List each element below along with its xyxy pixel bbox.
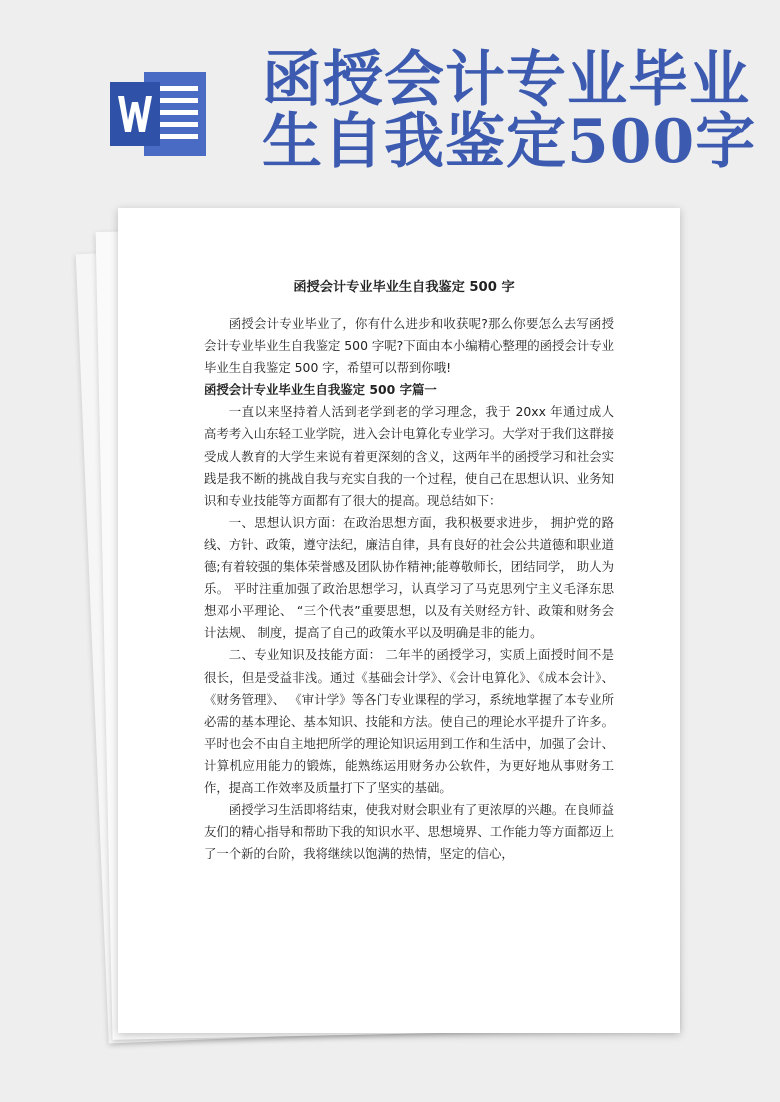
document-title: 函授会计专业毕业生自我鉴定 500 字: [293, 280, 515, 295]
body-paragraph: 一、思想认识方面：在政治思想方面，我积极要求进步， 拥护党的路线、方针、政策，遵守法纪，廉洁自律，具有良好的社会公共道德和职业道德;有着较强的集体荣誉感及团队协作精神;能尊敬师长，团结同学， 助人为乐。 平时注重加强了政治思想学习，认真学习了马克思列宁主义毛泽东思想邓小平理论、 “三个代表”重要思想，以及有关财经方针、政策和财务会计法规、 制度，提高了自己的政策水平以及明确是非的能力。: [204, 514, 614, 641]
body-paragraph: 二、专业知识及技能方面： 二年半的函授学习，实质上面授时间不是很长，但是受益非浅。通过《基础会计学》、《会计电算化》、《成本会计》、 《财务管理》、 《审计学》等各门专业课程的学习，系统地掌握了本专业所必需的基本理论、基本知识、技能和方法。使自己的理论水平提升了许多。 平时也会不由自主地把所学的理论知识运用到工作和生活中，加强了会计、计算机应用能力的锻炼，能熟练运用财务办公软件，为更好地从事财务工作，提高工作效率及质量打下了坚实的基础。: [204, 647, 614, 795]
banner-title-line-2: 生自我鉴定500字: [262, 107, 757, 177]
section-subtitle: 函授会计专业毕业生自我鉴定 500 字篇一: [204, 382, 437, 398]
document-body: [204, 313, 614, 865]
banner-title-line-1: 函授会计专业毕业: [262, 45, 750, 115]
body-paragraph: 一直以来坚持着人活到老学到老的学习理念，我于 20xx 年通过成人高考考入山东轻工业学院，进入会计电算化专业学习。大学对于我们这群接受成人教育的大学生来说有着更深刻的含义，这两年半的函授学习和社会实践是我不断的挑战自我与充实自我的一个过程，使自己在思想认识、业务知识和专业技能等方面都有了很大的提高。现总结如下：: [204, 404, 614, 508]
word-document-icon: [110, 68, 210, 160]
body-paragraph: 函授学习生活即将结束，使我对财会职业有了更浓厚的兴趣。在良师益友们的精心指导和帮助下我的知识水平、思想境界、工作能力等方面都迈上了一个新的台阶，我将继续以饱满的热情，坚定的信心，: [204, 802, 614, 862]
document-page: [118, 208, 680, 1033]
intro-paragraph: 函授会计专业毕业了，你有什么进步和收获呢?那么你要怎么去写函授会计专业毕业生自我鉴定 500 字呢?下面由本小编精心整理的函授会计专业毕业生自我鉴定 500 字，希望可以帮到你哦!: [204, 316, 614, 376]
